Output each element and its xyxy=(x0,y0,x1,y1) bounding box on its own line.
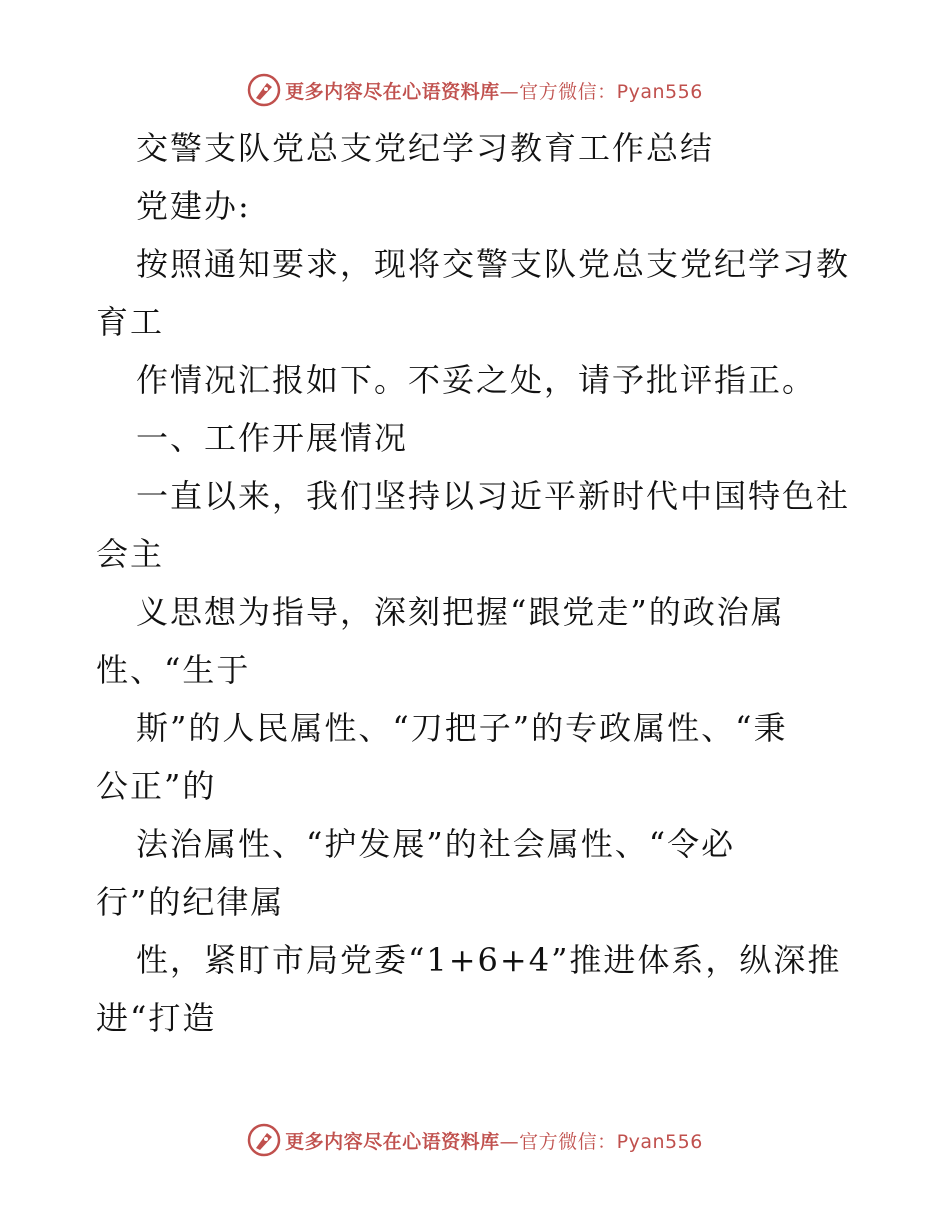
pen-nib-logo-icon xyxy=(247,73,281,107)
document-line: 会主 xyxy=(96,535,165,573)
document-line: 法治属性、“护发展”的社会属性、“令必 xyxy=(136,825,736,863)
footer-banner-suffix: 官方微信：Pyan556 xyxy=(519,1130,703,1153)
footer-banner xyxy=(0,1120,950,1160)
document-line: 行”的纪律属 xyxy=(96,883,285,921)
section-heading: 一、工作开展情况 xyxy=(136,419,409,457)
header-banner-suffix: 官方微信：Pyan556 xyxy=(519,80,703,103)
document-line: 作情况汇报如下。不妥之处，请予批评指正。 xyxy=(136,361,817,399)
document-line: 进“打造 xyxy=(96,999,217,1037)
document-line: 斯”的人民属性、“刀把子”的专政属性、“秉 xyxy=(136,709,788,747)
footer-banner-main: 更多内容尽在心语资料库 xyxy=(285,1130,500,1153)
document-title: 交警支队党总支党纪学习教育工作总结 xyxy=(136,129,715,167)
document-line: 公正”的 xyxy=(96,767,217,805)
pen-nib-logo-icon xyxy=(247,1123,281,1157)
document-line: 育工 xyxy=(96,303,165,341)
header-banner-main: 更多内容尽在心语资料库 xyxy=(285,80,500,103)
document-addressee: 党建办: xyxy=(136,187,251,225)
footer-banner-text xyxy=(285,1127,703,1154)
document-line: 一直以来，我们坚持以习近平新时代中国特色社 xyxy=(136,477,851,515)
header-banner-separator: — xyxy=(499,80,520,103)
document-line: 按照通知要求，现将交警支队党总支党纪学习教 xyxy=(136,245,851,283)
document-line: 义思想为指导，深刻把握“跟党走”的政治属 xyxy=(136,593,785,631)
footer-banner-separator: — xyxy=(499,1130,520,1153)
document-line: 性，紧盯市局党委“1+6+4”推进体系，纵深推 xyxy=(136,941,842,979)
header-banner-text xyxy=(285,77,703,104)
document-line: 性、“生于 xyxy=(96,651,251,689)
header-banner xyxy=(0,70,950,110)
